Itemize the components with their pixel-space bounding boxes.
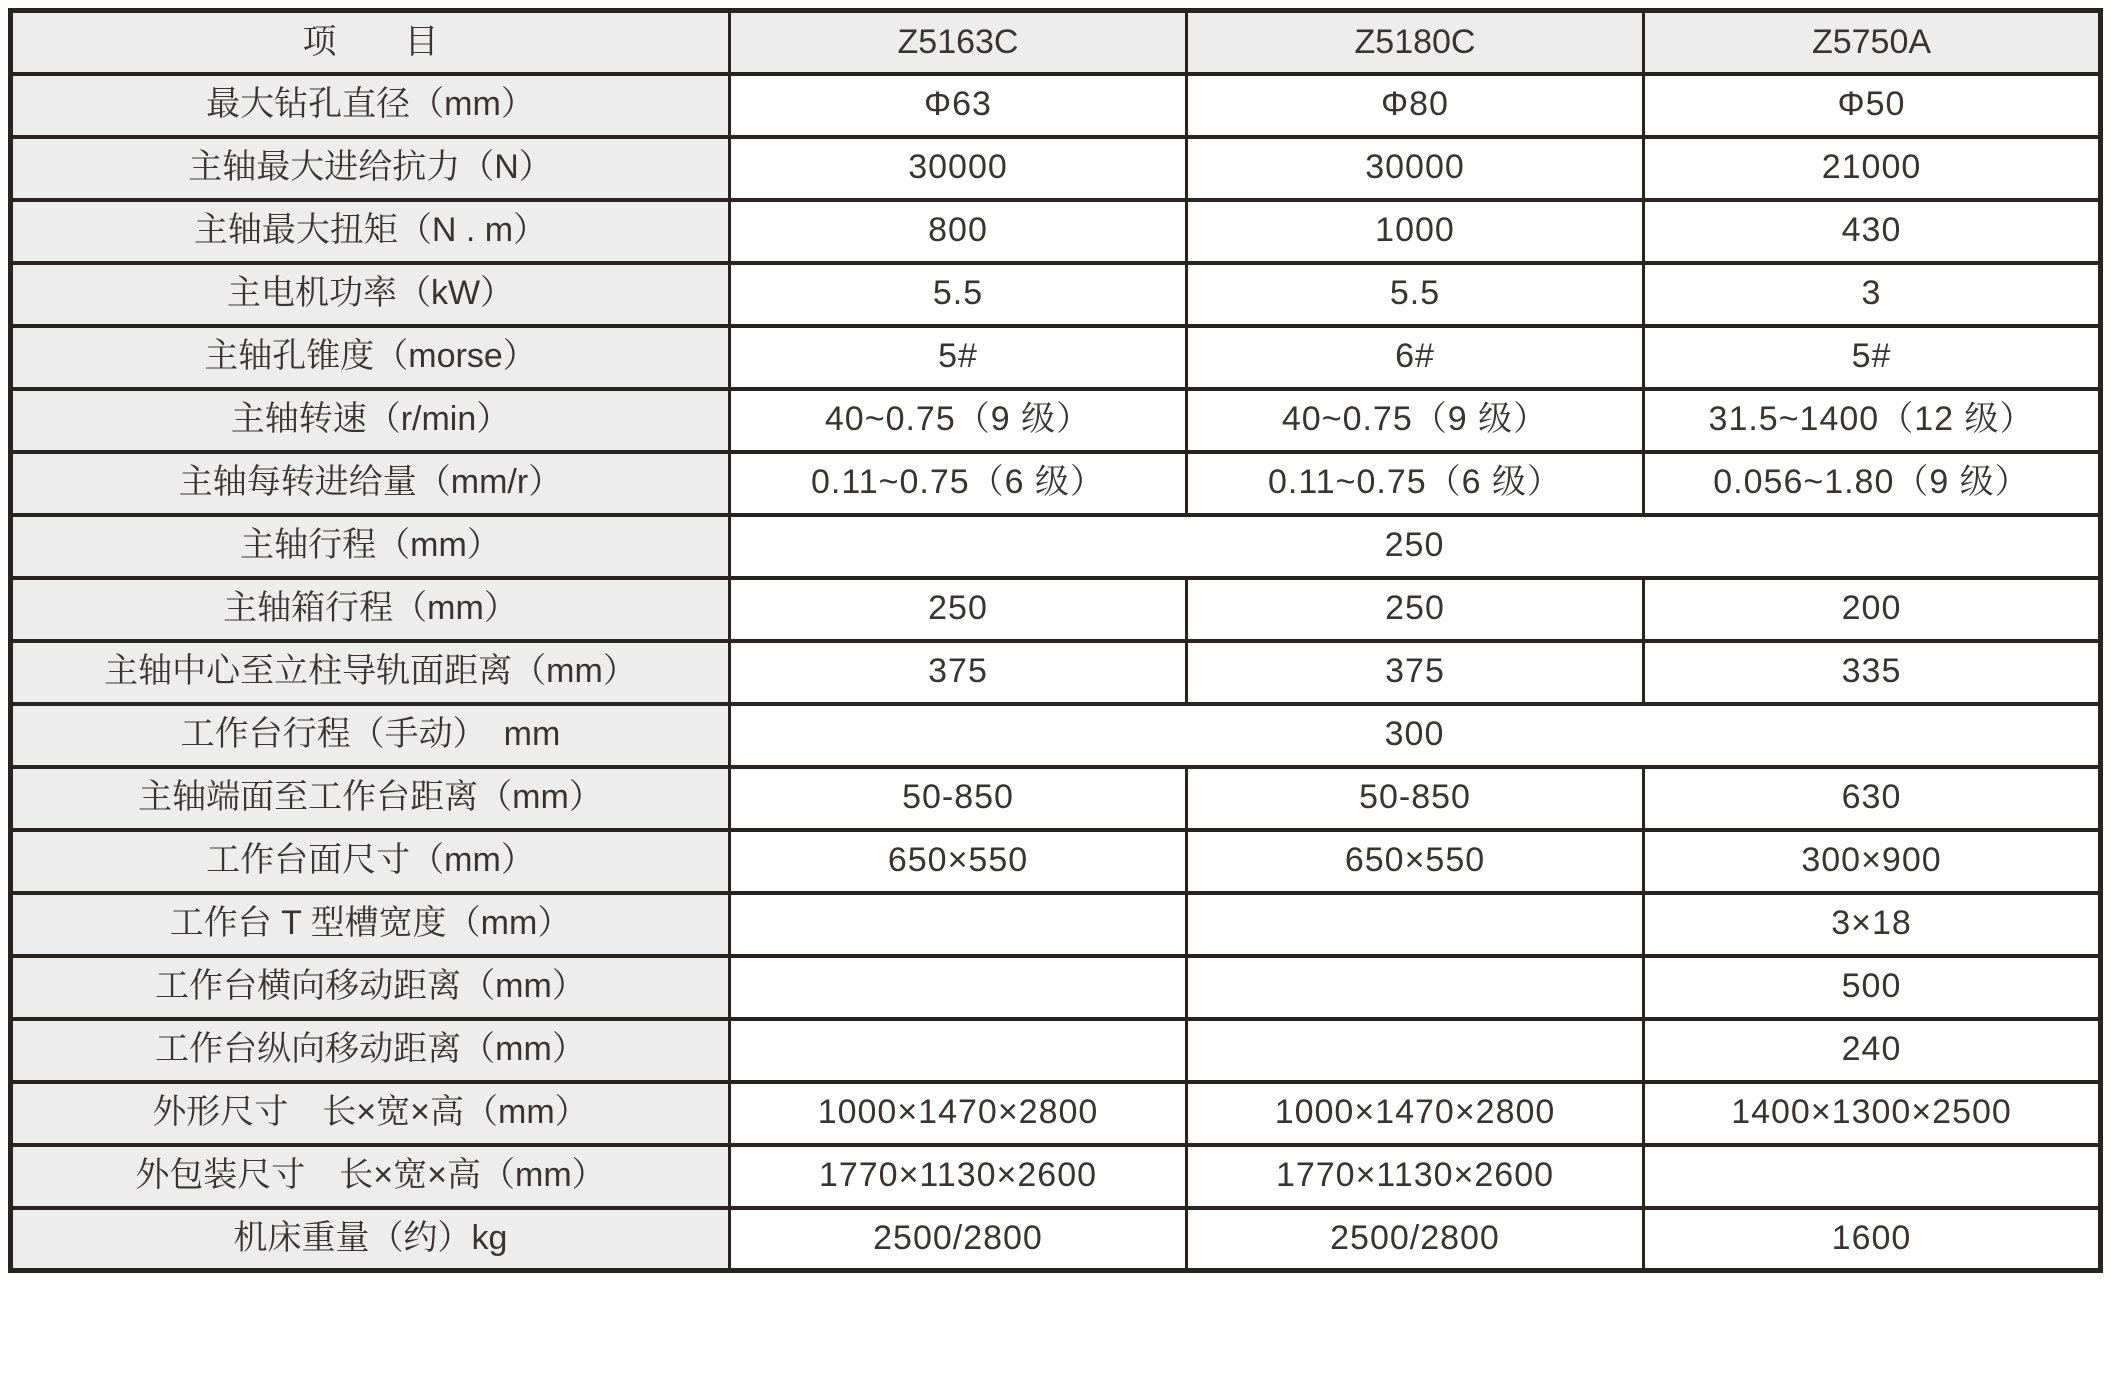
value-cell: Φ50	[1644, 74, 2101, 137]
row-label: 主轴孔锥度（morse）	[11, 326, 730, 389]
header-model-z5180c: Z5180C	[1187, 11, 1644, 74]
row-label: 工作台纵向移动距离（mm）	[11, 1019, 730, 1082]
value-cell: 0.056~1.80（9 级）	[1644, 452, 2101, 515]
value-cell: 1000	[1187, 200, 1644, 263]
row-label: 工作台 T 型槽宽度（mm）	[11, 893, 730, 956]
value-cell: 1400×1300×2500	[1644, 1082, 2101, 1145]
table-row	[11, 74, 2101, 137]
header-model-z5163c: Z5163C	[730, 11, 1187, 74]
value-cell: 40~0.75（9 级）	[1187, 389, 1644, 452]
value-cell: 800	[730, 200, 1187, 263]
value-cell: 650×550	[1187, 830, 1644, 893]
row-label: 主轴每转进给量（mm/r）	[11, 452, 730, 515]
value-cell: 40~0.75（9 级）	[730, 389, 1187, 452]
value-cell: 375	[730, 641, 1187, 704]
table-row	[11, 1145, 2101, 1208]
value-cell: 240	[1644, 1019, 2101, 1082]
value-cell	[1187, 893, 1644, 956]
value-cell: 2500/2800	[730, 1208, 1187, 1271]
table-row	[11, 200, 2101, 263]
table-row	[11, 1082, 2101, 1145]
value-cell: 250	[730, 578, 1187, 641]
value-cell	[1187, 1019, 1644, 1082]
table-row	[11, 389, 2101, 452]
table-row	[11, 452, 2101, 515]
table-row	[11, 704, 2101, 767]
value-cell: 430	[1644, 200, 2101, 263]
value-cell: 630	[1644, 767, 2101, 830]
table-row	[11, 263, 2101, 326]
row-label: 主轴最大扭矩（N . m）	[11, 200, 730, 263]
row-label: 工作台面尺寸（mm）	[11, 830, 730, 893]
row-label: 最大钻孔直径（mm）	[11, 74, 730, 137]
value-cell: 200	[1644, 578, 2101, 641]
spec-table-body	[11, 74, 2101, 1271]
value-cell: 335	[1644, 641, 2101, 704]
value-cell: 5#	[730, 326, 1187, 389]
row-label: 主轴行程（mm）	[11, 515, 730, 578]
table-row	[11, 1208, 2101, 1271]
row-label: 主轴端面至工作台距离（mm）	[11, 767, 730, 830]
row-label: 工作台行程（手动） mm	[11, 704, 730, 767]
value-cell: 1000×1470×2800	[730, 1082, 1187, 1145]
value-cell: 0.11~0.75（6 级）	[1187, 452, 1644, 515]
table-row	[11, 137, 2101, 200]
value-cell	[730, 893, 1187, 956]
header-model-z5750a: Z5750A	[1644, 11, 2101, 74]
value-cell: 1600	[1644, 1208, 2101, 1271]
spec-table	[8, 8, 2103, 1273]
value-cell-merged: 300	[730, 704, 2101, 767]
row-label: 主电机功率（kW）	[11, 263, 730, 326]
row-label: 外形尺寸 长×宽×高（mm）	[11, 1082, 730, 1145]
header-row	[11, 11, 2101, 74]
row-label: 机床重量（约）kg	[11, 1208, 730, 1271]
value-cell: 0.11~0.75（6 级）	[730, 452, 1187, 515]
table-row	[11, 641, 2101, 704]
row-label: 主轴中心至立柱导轨面距离（mm）	[11, 641, 730, 704]
value-cell: Φ80	[1187, 74, 1644, 137]
value-cell: 5.5	[1187, 263, 1644, 326]
table-row	[11, 956, 2101, 1019]
value-cell: 500	[1644, 956, 2101, 1019]
value-cell: 30000	[1187, 137, 1644, 200]
value-cell: 50-850	[1187, 767, 1644, 830]
value-cell: 6#	[1187, 326, 1644, 389]
value-cell: 30000	[730, 137, 1187, 200]
value-cell: 3×18	[1644, 893, 2101, 956]
table-row	[11, 893, 2101, 956]
row-label: 工作台横向移动距离（mm）	[11, 956, 730, 1019]
value-cell: 50-850	[730, 767, 1187, 830]
table-row	[11, 515, 2101, 578]
row-label: 外包装尺寸 长×宽×高（mm）	[11, 1145, 730, 1208]
value-cell: 3	[1644, 263, 2101, 326]
header-item-label: 项 目	[11, 11, 730, 74]
value-cell	[730, 956, 1187, 1019]
table-row	[11, 830, 2101, 893]
value-cell: 300×900	[1644, 830, 2101, 893]
value-cell: 375	[1187, 641, 1644, 704]
table-row	[11, 578, 2101, 641]
value-cell	[730, 1019, 1187, 1082]
table-row	[11, 1019, 2101, 1082]
value-cell: 31.5~1400（12 级）	[1644, 389, 2101, 452]
table-row	[11, 326, 2101, 389]
value-cell: 21000	[1644, 137, 2101, 200]
value-cell: 1000×1470×2800	[1187, 1082, 1644, 1145]
value-cell-merged: 250	[730, 515, 2101, 578]
table-row	[11, 767, 2101, 830]
value-cell: 1770×1130×2600	[1187, 1145, 1644, 1208]
value-cell: 2500/2800	[1187, 1208, 1644, 1271]
value-cell: 650×550	[730, 830, 1187, 893]
row-label: 主轴转速（r/min）	[11, 389, 730, 452]
value-cell: 5#	[1644, 326, 2101, 389]
row-label: 主轴箱行程（mm）	[11, 578, 730, 641]
value-cell	[1644, 1145, 2101, 1208]
value-cell: 250	[1187, 578, 1644, 641]
value-cell: 5.5	[730, 263, 1187, 326]
value-cell	[1187, 956, 1644, 1019]
row-label: 主轴最大进给抗力（N）	[11, 137, 730, 200]
value-cell: Φ63	[730, 74, 1187, 137]
value-cell: 1770×1130×2600	[730, 1145, 1187, 1208]
